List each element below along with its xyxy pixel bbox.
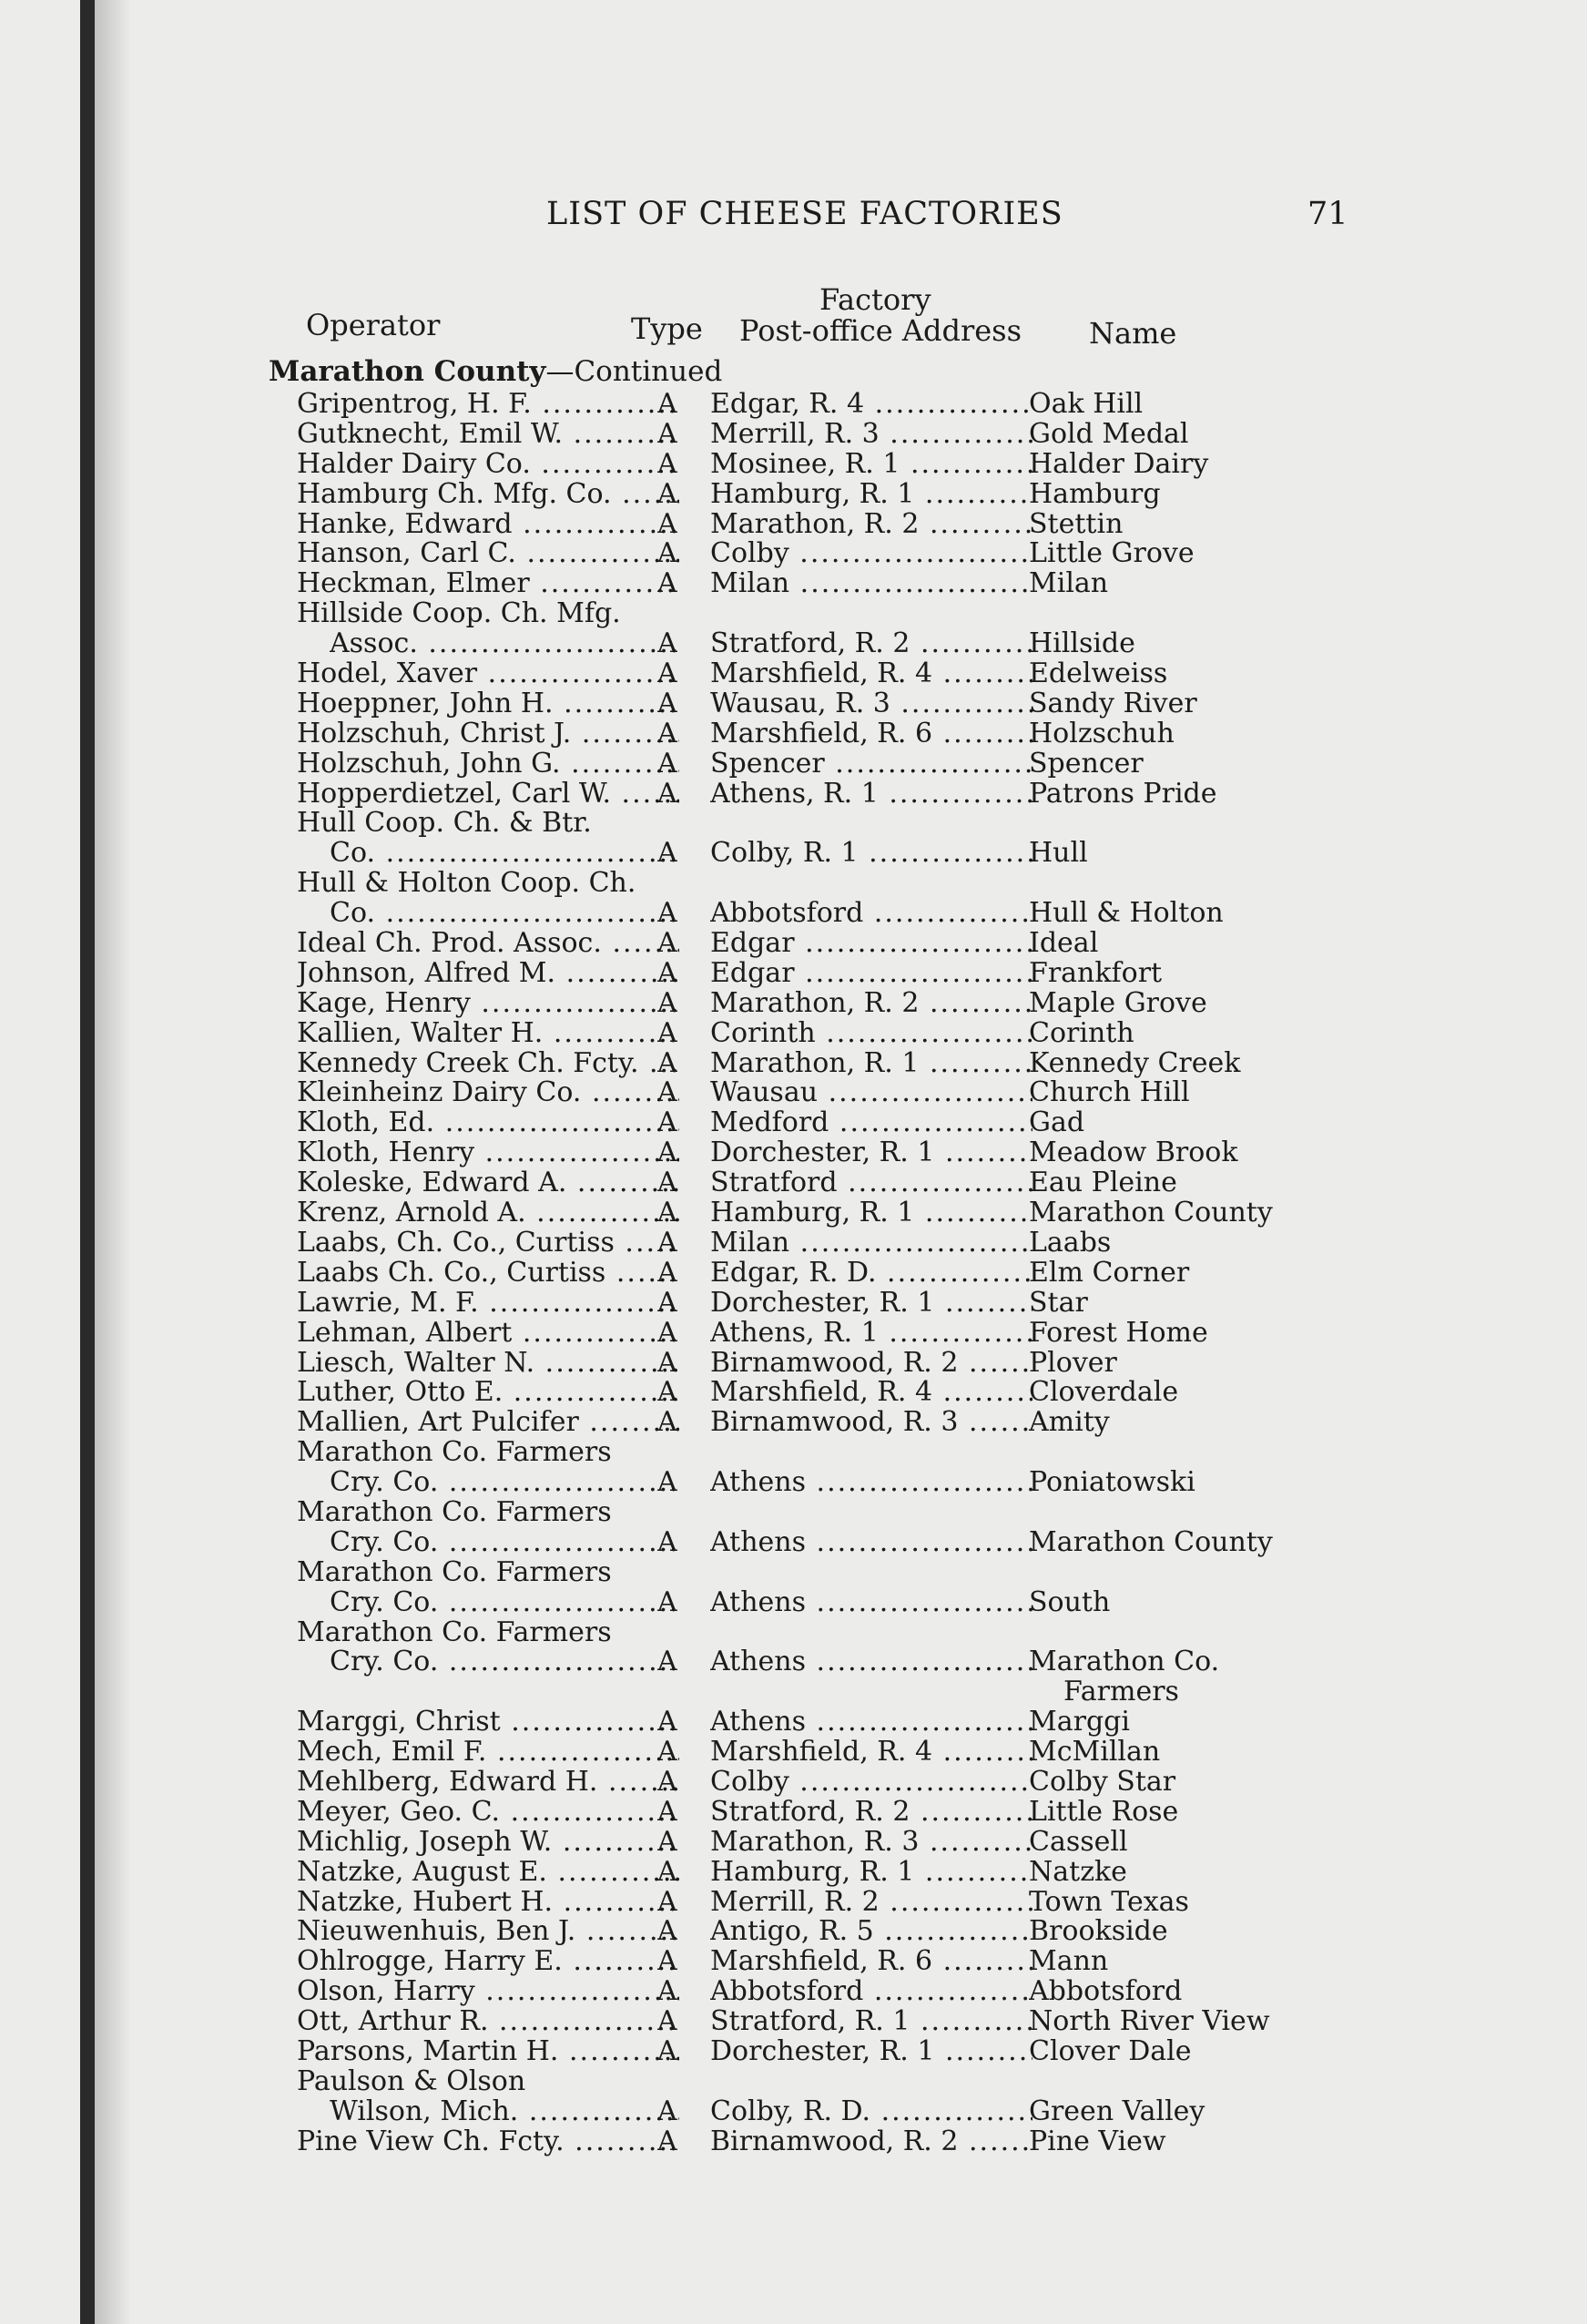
factory-name-cell: Colby Star: [1029, 1767, 1176, 1798]
table-row: [0, 1108, 1587, 1138]
operator-cell: Kloth, Ed. .....: [297, 1108, 679, 1138]
factory-name-cell: Hillside: [1029, 629, 1135, 660]
address-cell: Abbotsford .....: [710, 899, 1033, 929]
factory-name-cell: Gold Medal: [1029, 419, 1189, 450]
table-row: [0, 809, 1587, 839]
factory-name-cell: Amity: [1029, 1408, 1110, 1439]
operator-cell: Laabs, Ch. Co., Curtiss .....: [297, 1228, 679, 1259]
factory-name-cell: Plover: [1029, 1348, 1117, 1379]
factory-name-cell: Natzke: [1029, 1857, 1127, 1888]
table-row: [0, 899, 1587, 929]
table-row: [0, 1138, 1587, 1168]
type-cell: A: [657, 1887, 677, 1918]
column-header-name: Name: [1089, 316, 1177, 351]
address-cell: Marshfield, R. 4 .....: [710, 1738, 1033, 1768]
operator-cell: Parsons, Martin H. .....: [297, 2037, 679, 2067]
address-cell: Stratford, R. 2 .....: [710, 629, 1033, 659]
factory-name-cell: Little Grove: [1029, 539, 1195, 570]
type-cell: A: [657, 1468, 677, 1498]
type-cell: A: [657, 1738, 677, 1768]
type-cell: A: [657, 629, 677, 660]
factory-name-cell: Holzschuh: [1029, 719, 1175, 749]
factory-name-cell: Poniatowski: [1029, 1468, 1195, 1498]
table-row: [0, 1588, 1587, 1618]
operator-cell: Hull Coop. Ch. & Btr.: [297, 809, 592, 840]
type-cell: A: [657, 1408, 677, 1439]
table-row: [0, 1349, 1587, 1379]
factory-name-cell: Marathon County: [1029, 1198, 1273, 1228]
operator-cell: Heckman, Elmer .....: [297, 569, 679, 599]
type-cell: A: [657, 1078, 677, 1109]
table-row: [0, 569, 1587, 599]
operator-cell: Lehman, Albert .....: [297, 1319, 679, 1349]
factory-name-cell: Abbotsford: [1029, 1977, 1183, 2008]
type-cell: A: [657, 569, 677, 600]
type-cell: A: [657, 1138, 677, 1169]
address-cell: Athens .....: [710, 1468, 1033, 1498]
type-cell: A: [657, 1857, 677, 1888]
operator-cell: Marathon Co. Farmers: [297, 1497, 612, 1528]
operator-cell: Kloth, Henry .....: [297, 1138, 679, 1168]
factory-name-cell: Star: [1029, 1288, 1088, 1319]
operator-cell: Ideal Ch. Prod. Assoc. .....: [297, 929, 679, 959]
type-cell: A: [657, 2126, 677, 2157]
factory-name-cell: Marathon Co.: [1029, 1647, 1220, 1678]
operator-cell: Luther, Otto E. .....: [297, 1378, 679, 1408]
factory-name-cell: Gad: [1029, 1108, 1085, 1139]
factory-name-cell: Maple Grove: [1029, 988, 1207, 1019]
factory-name-cell: Sandy River: [1029, 688, 1197, 719]
table-row: [0, 1917, 1587, 1947]
address-cell: Dorchester, R. 1 .....: [710, 2037, 1033, 2067]
address-cell: Merrill, R. 2 .....: [710, 1888, 1033, 1918]
type-cell: A: [657, 449, 677, 480]
operator-cell: Holzschuh, John G. .....: [297, 749, 679, 780]
factory-name-cell: North River View: [1029, 2007, 1270, 2037]
operator-cell: Hillside Coop. Ch. Mfg.: [297, 599, 621, 630]
factory-name-cell: Halder Dairy: [1029, 449, 1209, 480]
type-cell: A: [657, 419, 677, 450]
operator-cell: Kage, Henry .....: [297, 989, 679, 1019]
type-cell: A: [657, 1288, 677, 1319]
address-cell: Corinth .....: [710, 1019, 1033, 1049]
factory-name-cell: Kennedy Creek: [1029, 1048, 1241, 1079]
address-cell: Stratford, R. 1 .....: [710, 2007, 1033, 2037]
address-cell: Athens, R. 1 .....: [710, 1319, 1033, 1349]
address-cell: Milan .....: [710, 1228, 1033, 1259]
operator-cell: Kleinheinz Dairy Co. .....: [297, 1078, 679, 1108]
factory-name-cell: Town Texas: [1029, 1887, 1189, 1918]
address-cell: Stratford, R. 2 .....: [710, 1798, 1033, 1828]
table-row: [0, 689, 1587, 719]
operator-cell: Pine View Ch. Fcty. .....: [297, 2127, 679, 2157]
address-cell: Marathon, R. 2 .....: [710, 989, 1033, 1019]
factory-name-cell: Frankfort: [1029, 958, 1163, 989]
operator-cell: Nieuwenhuis, Ben J. .....: [297, 1917, 679, 1947]
type-cell: A: [657, 1258, 677, 1289]
table-row: [0, 1647, 1587, 1677]
address-cell: Merrill, R. 3 .....: [710, 420, 1033, 450]
factory-name-cell: Hull: [1029, 839, 1088, 870]
factory-name-cell: Edelweiss: [1029, 659, 1168, 689]
table-row: [0, 450, 1587, 480]
table-row: [0, 1198, 1587, 1228]
address-cell: Colby, R. D. .....: [710, 2097, 1033, 2127]
table-row: [0, 2097, 1587, 2127]
address-cell: Colby .....: [710, 1768, 1033, 1798]
type-cell: A: [657, 2096, 677, 2127]
address-cell: Marathon, R. 1 .....: [710, 1049, 1033, 1079]
address-cell: Marshfield, R. 4 .....: [710, 1378, 1033, 1408]
table-row: [0, 2037, 1587, 2067]
address-cell: Milan .....: [710, 569, 1033, 599]
address-cell: Hamburg, R. 1 .....: [710, 480, 1033, 510]
table-row: [0, 780, 1587, 810]
factory-name-cell: Patrons Pride: [1029, 779, 1217, 810]
table-row: [0, 1168, 1587, 1198]
table-row: [0, 869, 1587, 899]
type-cell: A: [657, 1797, 677, 1828]
operator-cell: Hopperdietzel, Carl W. .....: [297, 780, 679, 810]
operator-cell: Kallien, Walter H. .....: [297, 1019, 679, 1049]
operator-cell: Hamburg Ch. Mfg. Co. .....: [297, 480, 679, 510]
operator-cell: Michlig, Joseph W. .....: [297, 1828, 679, 1858]
address-cell: Athens .....: [710, 1647, 1033, 1677]
operator-cell: Cry. Co. .....: [330, 1647, 679, 1677]
type-cell: A: [657, 1947, 677, 1978]
operator-cell: Ott, Arthur R. .....: [297, 2007, 679, 2037]
type-cell: A: [657, 509, 677, 540]
operator-cell: Marathon Co. Farmers: [297, 1617, 612, 1648]
address-cell: Marshfield, R. 4 .....: [710, 659, 1033, 689]
address-cell: Athens .....: [710, 1588, 1033, 1618]
type-cell: A: [657, 1707, 677, 1738]
operator-cell: Hull & Holton Coop. Ch.: [297, 869, 636, 900]
operator-cell: Cry. Co. .....: [330, 1528, 679, 1558]
type-cell: A: [657, 1018, 677, 1049]
table-row: [0, 599, 1587, 629]
type-cell: A: [657, 1647, 677, 1678]
address-cell: Edgar .....: [710, 959, 1033, 989]
column-header-type: Type: [631, 311, 703, 346]
type-cell: A: [657, 929, 677, 959]
operator-cell: Lawrie, M. F. .....: [297, 1289, 679, 1319]
table-row: [0, 390, 1587, 420]
factory-name-cell: Elm Corner: [1029, 1258, 1190, 1289]
address-cell: Colby .....: [710, 539, 1033, 569]
factory-name-cell: Oak Hill: [1029, 390, 1144, 420]
address-cell: Hamburg, R. 1 .....: [710, 1858, 1033, 1888]
address-cell: Wausau .....: [710, 1078, 1033, 1108]
section-continued: —Continued: [545, 355, 723, 388]
table-row: [0, 1259, 1587, 1289]
factory-name-cell: McMillan: [1029, 1738, 1161, 1768]
type-cell: A: [657, 1527, 677, 1558]
table-row: [0, 1528, 1587, 1558]
table-row: [0, 1468, 1587, 1498]
table-row: [0, 1378, 1587, 1408]
address-cell: Birnamwood, R. 3 .....: [710, 1408, 1033, 1438]
operator-cell: Mehlberg, Edward H. .....: [297, 1768, 679, 1798]
factory-name-cell: Laabs: [1029, 1228, 1112, 1259]
factory-list: [0, 390, 1587, 2157]
factory-name-cell: Little Rose: [1029, 1797, 1179, 1828]
factory-name-cell: Clover Dale: [1029, 2036, 1192, 2067]
type-cell: A: [657, 749, 677, 780]
table-row: [0, 1078, 1587, 1108]
address-cell: Stratford .....: [710, 1168, 1033, 1198]
operator-cell: Natzke, Hubert H. .....: [297, 1888, 679, 1918]
operator-cell: Johnson, Alfred M. .....: [297, 959, 679, 989]
factory-name-cell: Marathon County: [1029, 1527, 1273, 1558]
factory-name-cell: Cloverdale: [1029, 1378, 1179, 1409]
type-cell: A: [657, 479, 677, 510]
address-cell: Edgar .....: [710, 929, 1033, 959]
table-row: [0, 659, 1587, 689]
address-cell: Wausau, R. 3 .....: [710, 689, 1033, 719]
table-row: [0, 1019, 1587, 1049]
table-row: [0, 1828, 1587, 1858]
type-cell: A: [657, 1318, 677, 1349]
address-cell: Birnamwood, R. 2 .....: [710, 2127, 1033, 2157]
type-cell: A: [657, 958, 677, 989]
type-cell: A: [657, 2007, 677, 2037]
operator-cell: Assoc. .....: [330, 629, 679, 659]
type-cell: A: [657, 1348, 677, 1379]
operator-cell: Marggi, Christ .....: [297, 1707, 679, 1738]
operator-cell: Krenz, Arnold A. .....: [297, 1198, 679, 1228]
factory-name-cell: Mann: [1029, 1947, 1109, 1978]
type-cell: A: [657, 1228, 677, 1259]
type-cell: A: [657, 719, 677, 749]
table-row: [0, 629, 1587, 659]
table-row: [0, 1738, 1587, 1768]
operator-cell: Mallien, Art Pulcifer .....: [297, 1408, 679, 1438]
column-header-factory: Factory: [819, 282, 931, 317]
operator-cell: Meyer, Geo. C. .....: [297, 1798, 679, 1828]
operator-cell: Laabs Ch. Co., Curtiss .....: [297, 1259, 679, 1289]
table-row: [0, 959, 1587, 989]
factory-name-cell: Corinth: [1029, 1018, 1134, 1049]
operator-cell: Cry. Co. .....: [330, 1588, 679, 1618]
operator-cell: Olson, Harry .....: [297, 1977, 679, 2007]
operator-cell: Co. .....: [330, 839, 679, 869]
address-cell: Medford .....: [710, 1108, 1033, 1138]
type-cell: A: [657, 1917, 677, 1948]
table-row: [0, 1049, 1587, 1079]
operator-cell: Gripentrog, H. F. .....: [297, 390, 679, 420]
type-cell: A: [657, 659, 677, 689]
table-row: [0, 719, 1587, 749]
factory-name-cell: Cassell: [1029, 1827, 1128, 1858]
page-title: LIST OF CHEESE FACTORIES: [546, 196, 1063, 232]
operator-cell: Ohlrogge, Harry E. .....: [297, 1947, 679, 1977]
type-cell: A: [657, 779, 677, 810]
operator-cell: Paulson & Olson: [297, 2066, 526, 2097]
operator-cell: Hanke, Edward .....: [297, 510, 679, 540]
address-cell: Edgar, R. D. .....: [710, 1259, 1033, 1289]
table-row: [0, 1319, 1587, 1349]
table-row: [0, 1618, 1587, 1648]
factory-name-cell: Farmers: [1063, 1677, 1179, 1708]
table-row: [0, 1498, 1587, 1528]
type-cell: A: [657, 2036, 677, 2067]
type-cell: A: [657, 1977, 677, 2008]
operator-cell: Natzke, August E. .....: [297, 1858, 679, 1888]
address-cell: Marshfield, R. 6 .....: [710, 719, 1033, 749]
type-cell: A: [657, 390, 677, 420]
table-row: [0, 1707, 1587, 1738]
type-cell: A: [657, 688, 677, 719]
table-row: [0, 1228, 1587, 1259]
operator-cell: Hanson, Carl C. .....: [297, 539, 679, 569]
address-cell: Mosinee, R. 1 .....: [710, 450, 1033, 480]
address-cell: Dorchester, R. 1 .....: [710, 1289, 1033, 1319]
table-row: [0, 1977, 1587, 2007]
address-cell: Antigo, R. 5 .....: [710, 1917, 1033, 1947]
table-row: [0, 1438, 1587, 1468]
type-cell: A: [657, 1587, 677, 1618]
table-row: [0, 510, 1587, 540]
operator-cell: Marathon Co. Farmers: [297, 1438, 612, 1469]
operator-cell: Holzschuh, Christ J. .....: [297, 719, 679, 749]
operator-cell: Wilson, Mich. .....: [330, 2097, 679, 2127]
address-cell: Abbotsford .....: [710, 1977, 1033, 2007]
address-cell: Colby, R. 1 .....: [710, 839, 1033, 869]
table-row: [0, 1677, 1587, 1707]
table-row: [0, 1947, 1587, 1977]
operator-cell: Mech, Emil F. .....: [297, 1738, 679, 1768]
table-row: [0, 1408, 1587, 1438]
type-cell: A: [657, 988, 677, 1019]
address-cell: Dorchester, R. 1 .....: [710, 1138, 1033, 1168]
operator-cell: Co. .....: [330, 899, 679, 929]
table-row: [0, 1768, 1587, 1798]
operator-cell: Halder Dairy Co. .....: [297, 450, 679, 480]
type-cell: A: [657, 1767, 677, 1798]
type-cell: A: [657, 1827, 677, 1858]
page-number: 71: [1307, 196, 1348, 232]
factory-name-cell: Hull & Holton: [1029, 899, 1224, 930]
type-cell: A: [657, 1378, 677, 1409]
address-cell: Marshfield, R. 6 .....: [710, 1947, 1033, 1977]
table-row: [0, 1888, 1587, 1918]
address-cell: Spencer .....: [710, 749, 1033, 780]
factory-name-cell: South: [1029, 1587, 1111, 1618]
table-row: [0, 1289, 1587, 1319]
factory-name-cell: Brookside: [1029, 1917, 1168, 1948]
operator-cell: Gutknecht, Emil W. .....: [297, 420, 679, 450]
table-row: [0, 2127, 1587, 2157]
table-row: [0, 1798, 1587, 1828]
factory-name-cell: Marggi: [1029, 1707, 1130, 1738]
table-row: [0, 420, 1587, 450]
address-cell: Birnamwood, R. 2 .....: [710, 1349, 1033, 1379]
table-row: [0, 2067, 1587, 2097]
operator-cell: Marathon Co. Farmers: [297, 1557, 612, 1588]
address-cell: Marathon, R. 2 .....: [710, 510, 1033, 540]
type-cell: A: [657, 1108, 677, 1139]
operator-cell: Liesch, Walter N. .....: [297, 1349, 679, 1379]
table-row: [0, 1558, 1587, 1588]
factory-name-cell: Hamburg: [1029, 479, 1161, 510]
operator-cell: Hodel, Xaver .....: [297, 659, 679, 689]
table-row: [0, 749, 1587, 780]
address-cell: Hamburg, R. 1 .....: [710, 1198, 1033, 1228]
factory-name-cell: Ideal: [1029, 929, 1099, 959]
factory-name-cell: Spencer: [1029, 749, 1144, 780]
type-cell: A: [657, 839, 677, 870]
factory-name-cell: Meadow Brook: [1029, 1138, 1238, 1169]
table-row: [0, 539, 1587, 569]
factory-name-cell: Pine View: [1029, 2126, 1166, 2157]
address-cell: Marathon, R. 3 .....: [710, 1828, 1033, 1858]
column-header-operator: Operator: [306, 308, 441, 342]
factory-name-cell: Forest Home: [1029, 1318, 1208, 1349]
operator-cell: Koleske, Edward A. .....: [297, 1168, 679, 1198]
factory-name-cell: Church Hill: [1029, 1078, 1190, 1109]
type-cell: A: [657, 1168, 677, 1199]
table-row: [0, 839, 1587, 869]
table-row: [0, 480, 1587, 510]
address-cell: Athens .....: [710, 1707, 1033, 1738]
operator-cell: Hoeppner, John H. .....: [297, 689, 679, 719]
operator-cell: Kennedy Creek Ch. Fcty. .....: [297, 1049, 679, 1079]
table-row: [0, 2007, 1587, 2037]
section-county: Marathon County: [269, 355, 546, 388]
address-cell: Athens .....: [710, 1528, 1033, 1558]
address-cell: Athens, R. 1 .....: [710, 780, 1033, 810]
table-row: [0, 929, 1587, 959]
type-cell: A: [657, 1048, 677, 1079]
type-cell: A: [657, 539, 677, 570]
factory-name-cell: Milan: [1029, 569, 1109, 600]
section-heading: [269, 355, 722, 388]
factory-name-cell: Green Valley: [1029, 2096, 1206, 2127]
type-cell: A: [657, 1198, 677, 1228]
column-header-address: Post-office Address: [739, 313, 1022, 348]
type-cell: A: [657, 899, 677, 930]
table-row: [0, 989, 1587, 1019]
address-cell: Edgar, R. 4 .....: [710, 390, 1033, 420]
operator-cell: Cry. Co. .....: [330, 1468, 679, 1498]
table-row: [0, 1858, 1587, 1888]
factory-name-cell: Eau Pleine: [1029, 1168, 1177, 1199]
factory-name-cell: Stettin: [1029, 509, 1124, 540]
